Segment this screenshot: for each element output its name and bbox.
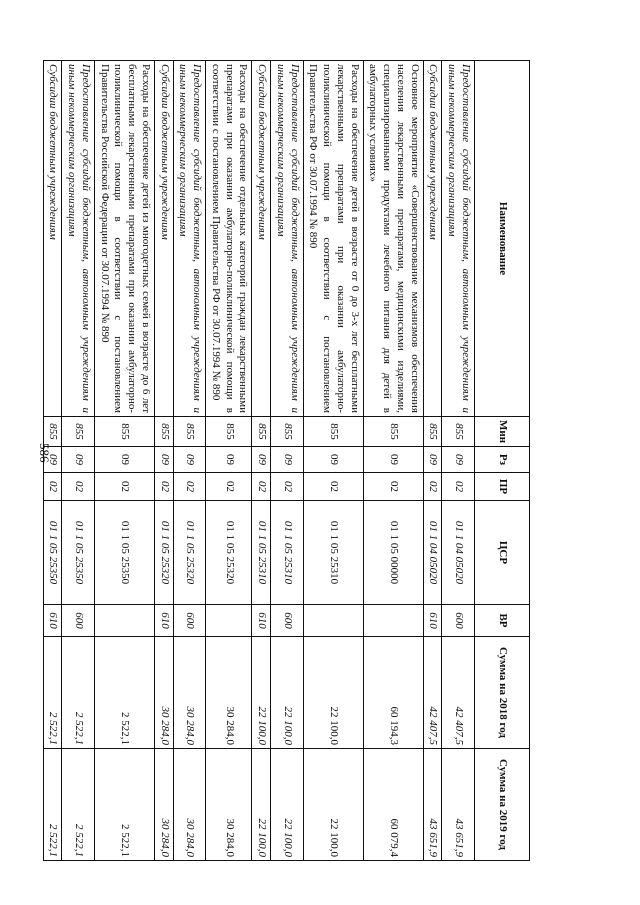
cell-rz: 09 (271, 447, 304, 473)
column-header-csr: ЦСР (475, 501, 530, 605)
cell-pr: 02 (442, 473, 475, 501)
cell-pr: 02 (206, 473, 252, 501)
table-header-row (475, 61, 530, 861)
table-row (173, 61, 206, 861)
cell-rz: 09 (95, 447, 155, 473)
cell-sum-2019: 22 100,0 (303, 749, 363, 861)
cell-vr (303, 605, 363, 637)
cell-rz: 09 (206, 447, 252, 473)
cell-sum-2019: 43 651,9 (442, 749, 475, 861)
table-row (95, 61, 155, 861)
cell-vr: 600 (271, 605, 304, 637)
cell-sum-2018: 22 100,0 (271, 637, 304, 749)
cell-sum-2019: 2 522,1 (43, 749, 62, 861)
cell-sum-2019: 43 651,9 (423, 749, 442, 861)
cell-csr: 01 1 05 25310 (252, 501, 271, 605)
cell-csr: 01 1 04 05020 (423, 501, 442, 605)
cell-pr: 02 (62, 473, 95, 501)
cell-pr: 02 (423, 473, 442, 501)
cell-rz: 09 (173, 447, 206, 473)
column-header-vr: ВР (475, 605, 530, 637)
cell-min: 855 (271, 417, 304, 447)
cell-name: Расходы на обеспечение детей в возрасте от 0 до 3-х лет бесплатными лекарственными препаратами при оказании амбулаторно-поликлинической помощи в соответствии с постановлением Правительства РФ от 30.07.1994 № 890 (303, 61, 363, 417)
cell-rz: 09 (442, 447, 475, 473)
cell-rz: 09 (303, 447, 363, 473)
cell-min: 855 (206, 417, 252, 447)
cell-sum-2018: 2 522,1 (62, 637, 95, 749)
table-row (271, 61, 304, 861)
cell-name: Субсидии бюджетным учреждениям (423, 61, 442, 417)
cell-rz: 09 (62, 447, 95, 473)
cell-csr: 01 1 05 25310 (303, 501, 363, 605)
column-header-rz: Рз (475, 447, 530, 473)
cell-vr: 600 (62, 605, 95, 637)
cell-vr: 610 (155, 605, 174, 637)
cell-csr: 01 1 05 25320 (173, 501, 206, 605)
cell-name: Субсидии бюджетным учреждениям (252, 61, 271, 417)
cell-pr: 02 (303, 473, 363, 501)
cell-vr (363, 605, 423, 637)
cell-min: 855 (252, 417, 271, 447)
cell-name: Расходы на обеспечение детей из многодетных семей в возрасте до 6 лет бесплатными лекарственными препаратами при оказании амбулаторно-поликлинической помощи в соответствии с постановлением Правительства Российской Федерации от 30.07.1994 № 890 (95, 61, 155, 417)
table-body (43, 61, 474, 861)
cell-name: Основное мероприятие «Совершенствование механизмов обеспечения населения лекарственными препаратами, медицинскими изделиями, специализированными продуктами лечебного питания для детей в амбулаторных условиях» (363, 61, 423, 417)
cell-csr: 01 1 05 25350 (95, 501, 155, 605)
cell-pr: 02 (43, 473, 62, 501)
cell-min: 855 (43, 417, 62, 447)
table-row (155, 61, 174, 861)
cell-name: Предоставление субсидий бюджетным, автономным учреждениям и иным некоммерческим организациям (173, 61, 206, 417)
column-header-sum-2019: Сумма на 2019 год (475, 749, 530, 861)
rotated-page (47, 60, 530, 860)
table-row (252, 61, 271, 861)
table-row (363, 61, 423, 861)
cell-vr: 600 (442, 605, 475, 637)
table-row (423, 61, 442, 861)
cell-min: 855 (155, 417, 174, 447)
cell-sum-2019: 22 100,0 (252, 749, 271, 861)
cell-vr (206, 605, 252, 637)
page-number: 586 (37, 443, 52, 463)
cell-sum-2019: 22 100,0 (271, 749, 304, 861)
cell-csr: 01 1 05 25350 (62, 501, 95, 605)
cell-csr: 01 1 05 00000 (363, 501, 423, 605)
cell-rz: 09 (363, 447, 423, 473)
cell-name: Расходы на обеспечение отдельных категорий граждан лекарственными препаратами при оказании амбулаторно-поликлинической помощи в соответствии с постановлением Правительства РФ от 30.07.1994 № 890 (206, 61, 252, 417)
cell-vr: 600 (173, 605, 206, 637)
cell-sum-2018: 42 407,5 (442, 637, 475, 749)
cell-min: 855 (95, 417, 155, 447)
cell-sum-2018: 22 100,0 (303, 637, 363, 749)
cell-vr: 610 (43, 605, 62, 637)
table-row (43, 61, 62, 861)
column-header-min: Мин (475, 417, 530, 447)
cell-rz: 09 (423, 447, 442, 473)
cell-pr: 02 (363, 473, 423, 501)
cell-sum-2019: 2 522,1 (95, 749, 155, 861)
cell-min: 855 (363, 417, 423, 447)
cell-sum-2018: 30 284,0 (173, 637, 206, 749)
cell-name: Предоставление субсидий бюджетным, автономным учреждениям и иным некоммерческим организациям (62, 61, 95, 417)
cell-csr: 01 1 05 25320 (155, 501, 174, 605)
cell-pr: 02 (95, 473, 155, 501)
cell-sum-2019: 2 522,1 (62, 749, 95, 861)
cell-csr: 01 1 05 25310 (271, 501, 304, 605)
cell-min: 855 (423, 417, 442, 447)
table-row (62, 61, 95, 861)
budget-table (43, 60, 530, 861)
cell-min: 855 (173, 417, 206, 447)
cell-sum-2019: 30 284,0 (173, 749, 206, 861)
cell-sum-2018: 60 194,3 (363, 637, 423, 749)
cell-name: Субсидии бюджетным учреждениям (155, 61, 174, 417)
cell-csr: 01 1 04 05020 (442, 501, 475, 605)
cell-sum-2019: 60 079,4 (363, 749, 423, 861)
column-header-sum-2018: Сумма на 2018 год (475, 637, 530, 749)
cell-sum-2018: 2 522,1 (95, 637, 155, 749)
cell-min: 855 (62, 417, 95, 447)
cell-sum-2019: 30 284,0 (206, 749, 252, 861)
column-header-pr: ПР (475, 473, 530, 501)
column-header-name: Наименование (475, 61, 530, 417)
cell-rz: 09 (155, 447, 174, 473)
cell-pr: 02 (173, 473, 206, 501)
cell-min: 855 (442, 417, 475, 447)
cell-rz: 09 (252, 447, 271, 473)
cell-vr (95, 605, 155, 637)
cell-pr: 02 (155, 473, 174, 501)
cell-sum-2018: 30 284,0 (155, 637, 174, 749)
cell-csr: 01 1 05 25350 (43, 501, 62, 605)
table-row (303, 61, 363, 861)
cell-vr: 610 (252, 605, 271, 637)
cell-name: Субсидии бюджетным учреждениям (43, 61, 62, 417)
cell-min: 855 (303, 417, 363, 447)
cell-vr: 610 (423, 605, 442, 637)
cell-sum-2018: 2 522,1 (43, 637, 62, 749)
cell-sum-2019: 30 284,0 (155, 749, 174, 861)
cell-csr: 01 1 05 25320 (206, 501, 252, 605)
cell-sum-2018: 22 100,0 (252, 637, 271, 749)
cell-name: Предоставление субсидий бюджетным, автономным учреждениям и иным некоммерческим организациям (442, 61, 475, 417)
cell-rz: 09 (43, 447, 62, 473)
cell-pr: 02 (271, 473, 304, 501)
cell-sum-2018: 42 407,5 (423, 637, 442, 749)
table-row (442, 61, 475, 861)
cell-pr: 02 (252, 473, 271, 501)
table-row (206, 61, 252, 861)
cell-name: Предоставление субсидий бюджетным, автономным учреждениям и иным некоммерческим организациям (271, 61, 304, 417)
cell-sum-2018: 30 284,0 (206, 637, 252, 749)
